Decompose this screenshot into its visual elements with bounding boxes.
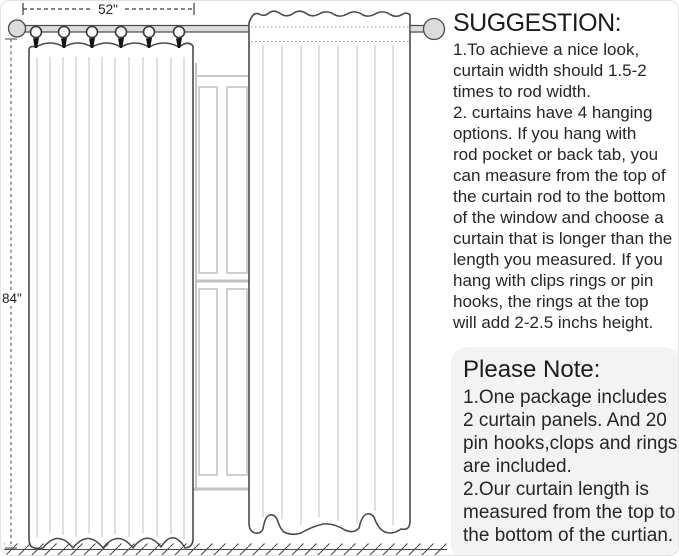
note-line: measured from the top to — [463, 502, 676, 523]
suggestion-title: SUGGESTION: — [453, 9, 622, 37]
suggestion-line: times to rod width. — [453, 82, 591, 101]
suggestion-section — [453, 8, 679, 333]
suggestion-line: rod pocket or back tab, you — [453, 145, 659, 164]
curtain-ring — [144, 27, 155, 38]
floor-hatching — [4, 544, 447, 556]
curtain-ring — [59, 27, 70, 38]
rod-width-label: 52" — [98, 2, 118, 17]
note-line: 2.Our curtain length is — [463, 479, 649, 500]
suggestion-line: hang with clips rings or pin — [453, 271, 654, 290]
note-line: pin hooks,clops and rings — [463, 433, 678, 454]
suggestion-line: of the window and choose a — [453, 208, 664, 227]
rod-finial-left — [9, 20, 26, 37]
suggestion-line: 1.To achieve a nice look, — [453, 40, 640, 59]
suggestion-line: hooks, the rings at the top — [453, 292, 649, 311]
curtain-diagram — [1, 1, 456, 556]
suggestion-line: length you measured. If you — [453, 250, 663, 269]
curtain-ring — [31, 27, 42, 38]
note-line: the bottom of the curtian. — [463, 525, 674, 546]
suggestion-line: will add 2-2.5 inchs height. — [453, 313, 654, 332]
note-box — [451, 347, 679, 556]
right-curtain-panel — [249, 11, 410, 534]
suggestion-line: curtain that is longer than the — [453, 229, 673, 248]
suggestion-line: the curtain rod to the bottom — [453, 187, 666, 206]
suggestion-line: options. If you hang with — [453, 124, 637, 143]
left-curtain-panel — [29, 43, 193, 548]
suggestion-line: can measure from the top of — [453, 166, 666, 185]
rod-finial-right — [410, 19, 445, 40]
note-line: 1.One package includes — [463, 387, 667, 408]
note-line: 2 curtain panels. And 20 — [463, 410, 667, 431]
suggestion-line: curtain width should 1.5-2 — [453, 61, 647, 80]
curtain-ring — [87, 27, 98, 38]
suggestion-line: 2. curtains have 4 hanging — [453, 103, 653, 122]
length-label: 84" — [2, 291, 22, 306]
curtain-ring — [174, 27, 185, 38]
note-title: Please Note: — [463, 356, 601, 383]
window-frame — [191, 63, 251, 491]
note-line: are included. — [463, 456, 572, 477]
curtain-ring — [116, 27, 127, 38]
